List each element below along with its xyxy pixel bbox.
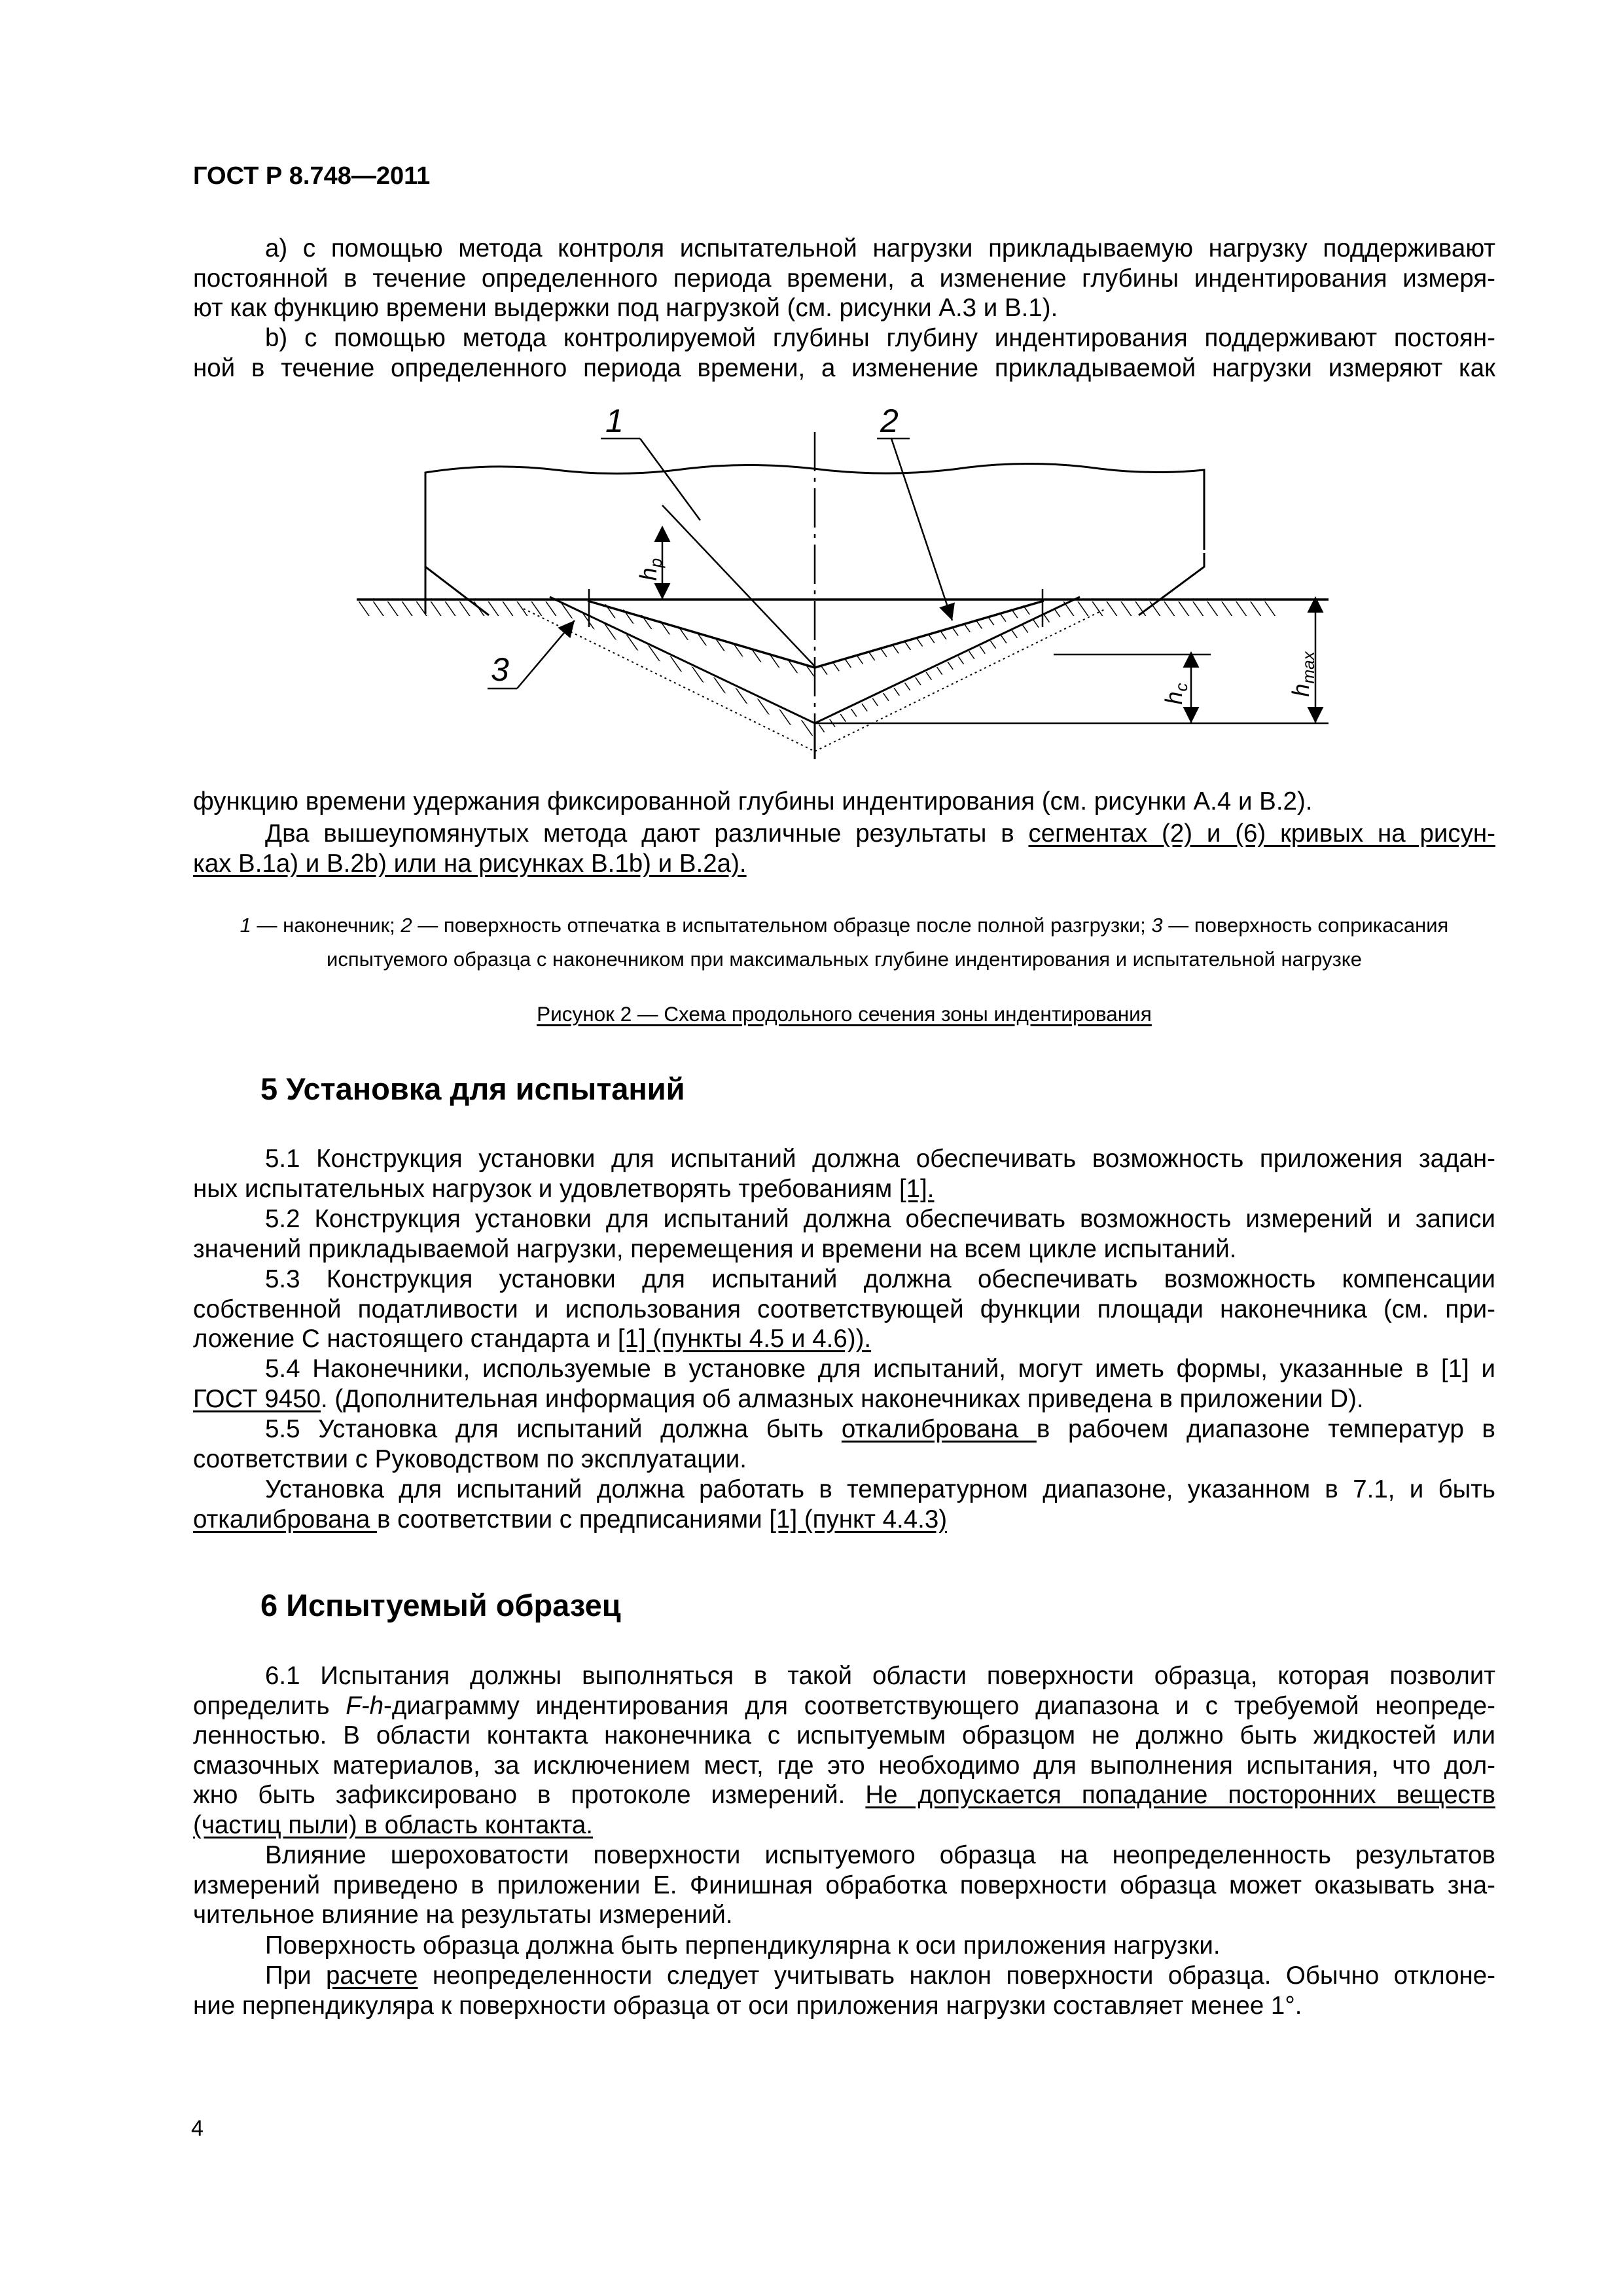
text-line: 5.4 Наконечники, используемые в установке для испытаний, могут иметь формы, указанные в [1] и — [265, 1355, 1495, 1383]
text-line: смазочных материалов, за исключением мест, где это необходимо для выполнения испытания, что дол- — [193, 1751, 1495, 1780]
svg-text:hmax: $h_{max}$ — [1287, 651, 1318, 697]
link-calculation[interactable]: расчете — [326, 1962, 418, 1990]
link-calibrated[interactable]: откалибрована — [841, 1415, 1037, 1443]
text-line: ленностью. В области контакта наконечника с испытуемым образцом не должно быть жидкостей или — [193, 1721, 1495, 1749]
text-line — [193, 849, 1495, 879]
paragraph-6-4 — [193, 1961, 1495, 2020]
figure-legend — [193, 908, 1495, 977]
text-line: собственной податливости и использования соответствующей функции площади наконечника (см. при- — [193, 1295, 1495, 1323]
paragraph-5-6 — [193, 1475, 1495, 1534]
paragraph-5-1 — [193, 1144, 1495, 1204]
link-ref-1[interactable]: [1]. — [899, 1174, 935, 1203]
text-line: 5.1 Конструкция установки для испытаний должна обеспечивать возможность приложения задан- — [265, 1145, 1495, 1173]
text-line: Поверхность образца должна быть перпендикулярна к оси приложения нагрузки. — [265, 1931, 1221, 1960]
text-line: 5.5 Установка для испытаний должна быть откалибрована в рабочем диапазоне температур в — [265, 1415, 1496, 1443]
text-line: определить F-h-диаграмму индентирования для соответствующего диапазона и с требуемой неопреде- — [193, 1691, 1495, 1720]
link-no-foreign-matter-cont[interactable]: (частиц пыли) в область контакта. — [193, 1810, 593, 1839]
legend-line: испытуемого образца с наконечником при максимальных глубине индентирования и испытательной нагрузке — [327, 948, 1362, 971]
link-ref-1-item-443[interactable]: [1] (пункт 4.4.3) — [769, 1505, 948, 1534]
paragraph-6-1 — [193, 1661, 1495, 1840]
text-line: Два вышеупомянутых метода дают различные результаты в сегментах (2) и (6) кривых на рисун- — [265, 819, 1496, 848]
text-line: жно быть зафиксировано в протоколе измерений. Не допускается попадание посторонних веществ — [193, 1781, 1496, 1809]
indentation-section-figure — [327, 393, 1407, 772]
paragraph-5-4 — [193, 1354, 1495, 1414]
text-line — [193, 1810, 1495, 1840]
text-line: ние перпендикуляра к поверхности образца от оси приложения нагрузки составляет менее 1°. — [193, 1991, 1302, 2020]
text-line: Установка для испытаний должна работать в температурном диапазоне, указанном в 7.1, и быть — [265, 1475, 1495, 1503]
link-segments[interactable]: сегментах (2) и (6) кривых на рисун- — [1028, 819, 1496, 848]
text-line: ют как функцию времени выдержки под нагрузкой (см. рисунки А.3 и В.1). — [193, 294, 1058, 322]
label-2: 2 — [880, 403, 899, 439]
text-line: ГОСТ 9450. (Дополнительная информация об алмазных наконечниках приведена в приложении D). — [193, 1384, 1364, 1413]
legend-line: 1 — наконечник; 2 — поверхность отпечатка в испытательном образце после полной разгрузки; 3 — поверхность соприкасания — [240, 914, 1449, 937]
paragraph-5-2 — [193, 1204, 1495, 1264]
label-3: 3 — [491, 651, 509, 688]
surface-hatch-right — [1060, 601, 1276, 616]
section-6-title: 6 Испытуемый образец — [260, 1588, 621, 1623]
section-5-title: 5 Установка для испытаний — [260, 1071, 685, 1106]
link-calibrated-2[interactable]: откалибрована — [193, 1505, 377, 1534]
paragraph-b-cont — [193, 787, 1495, 817]
hp-label — [635, 558, 666, 581]
figure-caption: Рисунок 2 — Схема продольного сечения зоны индентирования — [537, 1002, 1152, 1026]
text-line: чительное влияние на результаты измерений. — [193, 1901, 733, 1929]
text-line: Влияние шероховатости поверхности испытуемого образца на неопределенность результатов — [265, 1841, 1495, 1869]
svg-text:hp: $h_p$ — [635, 558, 666, 581]
link-gost-9450[interactable]: ГОСТ 9450 — [193, 1384, 321, 1413]
paragraph-5-5 — [193, 1414, 1495, 1474]
link-no-foreign-matter[interactable]: Не допускается попадание посторонних веществ — [865, 1781, 1496, 1809]
paragraph-methods — [193, 819, 1495, 878]
paragraph-a — [193, 234, 1495, 323]
text-line: 5.2 Конструкция установки для испытаний должна обеспечивать возможность измерений и записи — [265, 1205, 1495, 1233]
text-line: 6.1 Испытания должны выполняться в такой области поверхности образца, которая позволит — [265, 1662, 1495, 1690]
text-line: соответствии с Руководством по эксплуатации. — [193, 1444, 747, 1473]
text-line: постоянной в течение определенного периода времени, а изменение глубины индентирования измеря- — [193, 264, 1495, 293]
text-line: 5.3 Конструкция установки для испытаний должна обеспечивать возможность компенсации — [265, 1265, 1495, 1293]
text-line: При расчете неопределенности следует учитывать наклон поверхности образца. Обычно отклоне- — [265, 1962, 1495, 1990]
text-line: функцию времени удержания фиксированной глубины индентирования (см. рисунки А.4 и В.2). — [193, 787, 1313, 816]
hmax-label — [1287, 651, 1318, 696]
paragraph-6-2 — [193, 1840, 1495, 1930]
label-1: 1 — [605, 403, 624, 439]
svg-text:hc: $h_c$ — [1160, 683, 1191, 705]
text-line: b) с помощью метода контролируемой глубины глубину индентирования поддерживают постоян- — [265, 324, 1495, 352]
document-header: ГОСТ Р 8.748—2011 — [193, 162, 431, 190]
text-line: ной в течение определенного периода времени, а изменение прикладываемой нагрузки измеряют как — [193, 353, 1495, 382]
link-ref-1-items[interactable]: [1] (пункты 4.5 и 4.6)). — [617, 1325, 872, 1353]
paragraph-6-3 — [193, 1931, 1495, 1961]
link-figures[interactable]: ках В.1а) и В.2b) или на рисунках В.1b) и В.2а). — [193, 849, 747, 878]
text-line: ных испытательных нагрузок и удовлетворять требованиям [1]. — [193, 1174, 935, 1203]
paragraph-5-3 — [193, 1265, 1495, 1354]
text-line: а) с помощью метода контроля испытательной нагрузки прикладываемую нагрузку поддерживают — [265, 234, 1495, 262]
page-number: 4 — [191, 2116, 204, 2141]
text-line: значений прикладываемой нагрузки, перемещения и времени на всем цикле испытаний. — [193, 1234, 1237, 1263]
text-line: измерений приведено в приложении Е. Финишная обработка поверхности образца может оказывать зна- — [193, 1871, 1495, 1899]
text-line: ложение С настоящего стандарта и [1] (пункты 4.5 и 4.6)). — [193, 1325, 872, 1353]
paragraph-b — [193, 323, 1495, 383]
text-line: откалибрована в соответствии с предписаниями [1] (пункт 4.4.3) — [193, 1505, 948, 1534]
hc-label — [1160, 683, 1191, 704]
